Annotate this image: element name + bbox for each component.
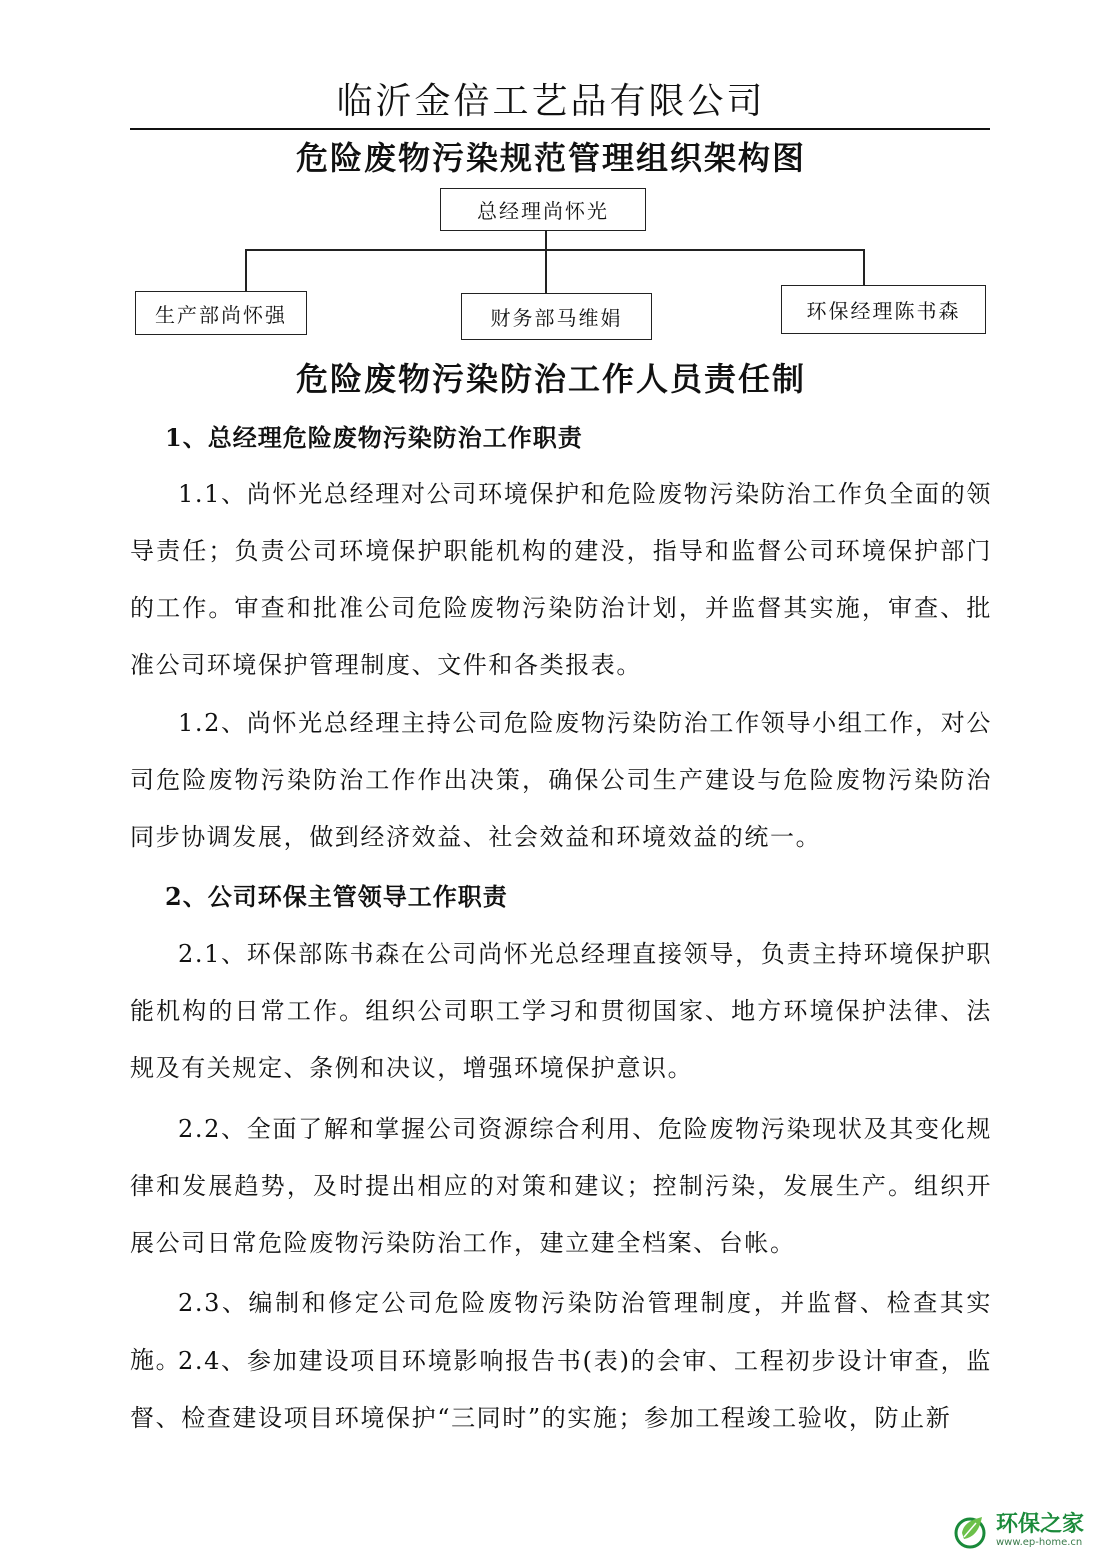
org-connector-right [863,249,865,285]
section-heading-1: 1、总经理危险废物污染防治工作职责 [165,423,583,452]
section-title: 危险废物污染防治工作人员责任制 [295,360,806,398]
watermark-url: www.ep-home.cn [995,1537,1083,1548]
org-node-environment: 环保经理陈书森 [781,285,986,334]
paragraph-2-3: 2.3、编制和修定公司危险废物污染防治管理制度，并监督、检查其实施。 [130,1289,992,1374]
org-node-production: 生产部尚怀强 [135,291,307,335]
paragraph-2-2: 2.2、全面了解和掌握公司资源综合利用、危险废物污染现状及其变化规律和发展趋势，及时提出相应的对策和建议；控制污染，发展生产。组织开展公司日常危险废物污染防治工作，建立建全档案、台帐。 [130,1115,992,1257]
paragraph-1-2: 1.2、尚怀光总经理主持公司危险废物污染防治工作领导小组工作，对公司危险废物污染防治工作作出决策，确保公司生产建设与危险废物污染防治同步协调发展，做到经济效益、社会效益和环境效益的统一。 [130,709,992,851]
org-connector-horizontal [245,249,864,251]
org-node-general-manager: 总经理尚怀光 [440,188,646,231]
header-rule [130,128,990,130]
paragraph-2-4: 2.4、参加建设项目环境影响报告书(表)的会审、工程初步设计审查，监督、检查建设项目环境保护“三同时”的实施；参加工程竣工验收，防止新 [130,1347,992,1432]
company-name: 临沂金倍工艺品有限公司 [336,81,766,122]
org-connector-center [545,231,547,293]
paragraph-2-1: 2.1、环保部陈书森在公司尚怀光总经理直接领导，负责主持环境保护职能机构的日常工作。组织公司职工学习和贯彻国家、地方环境保护法律、法规及有关规定、条例和决议，增强环境保护意识。 [130,940,992,1082]
org-node-finance: 财务部马维娟 [461,293,652,340]
org-connector-left [245,249,247,291]
paragraph-1-1: 1.1、尚怀光总经理对公司环境保护和危险废物污染防治工作负全面的领导责任；负责公司环境保护职能机构的建没，指导和监督公司环境保护部门的工作。审查和批准公司危险废物污染防治计划，并监督其实施，审查、批准公司环境保护管理制度、文件和各类报表。 [130,480,992,679]
leaf-icon [950,1511,990,1551]
watermark-name: 环保之家 [995,1512,1084,1537]
watermark-logo [950,1511,1084,1551]
section-heading-2: 2、公司环保主管领导工作职责 [165,882,508,911]
org-chart-title: 危险废物污染规范管理组织架构图 [295,139,806,177]
